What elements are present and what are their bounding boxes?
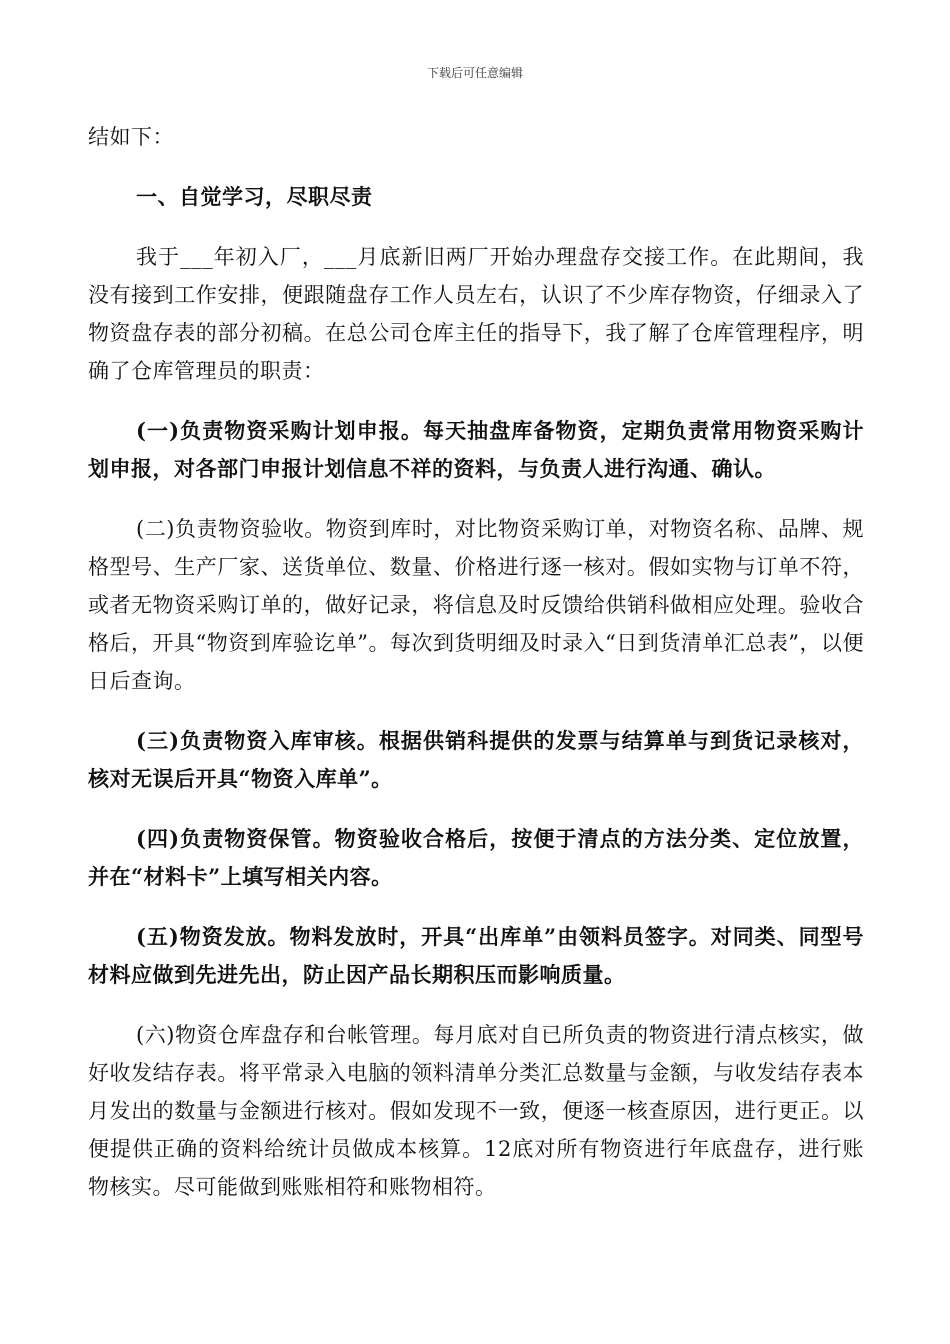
duty-item-3: (三)负责物资入库审核。根据供销科提供的发票与结算单与到货记录核对，核对无误后开具“物资入库单”。 xyxy=(88,728,864,791)
duty-item-4: (四)负责物资保管。物资验收合格后，按便于清点的方法分类、定位放置，并在“材料卡”上填写相关内容。 xyxy=(88,826,864,889)
duty-item-2: (二)负责物资验收。物资到库时，对比物资采购订单，对物资名称、品牌、规格型号、生产厂家、送货单位、数量、价格进行逐一核对。假如实物与订单不符，或者无物资采购订单的，做好记录，将信息及时反馈给供销科做相应处理。验收合格后，开具“物资到库验讫单”。每次到货明细及时录入“日到货清单汇总表”，以便日后查询。 xyxy=(88,517,864,693)
duty-item-5: (五)物资发放。物料发放时，开具“出库单”由领料员签字。对同类、同型号材料应做到先进先出，防止因产品长期积压而影响质量。 xyxy=(88,924,864,987)
page-header-note: 下载后可任意编辑 xyxy=(426,66,523,80)
paragraph-continuation: 结如下： xyxy=(88,125,174,149)
section-heading: 一、自觉学习，尽职尽责 xyxy=(136,184,373,209)
document-body xyxy=(88,118,864,1206)
paragraph-intro: 我于___年初入厂，___月底新旧两厂开始办理盘存交接工作。在此期间，我没有接到工作安排，便跟随盘存工作人员左右，认识了不少库存物资，仔细录入了物资盘存表的部分初稿。在总公司仓库主任的指导下，我了解了仓库管理程序，明确了仓库管理员的职责： xyxy=(88,245,864,383)
duty-item-1: (一)负责物资采购计划申报。每天抽盘库备物资，定期负责常用物资采购计划申报，对各部门申报计划信息不祥的资料，与负责人进行沟通、确认。 xyxy=(88,418,864,481)
duty-item-6: (六)物资仓库盘存和台帐管理。每月底对自已所负责的物资进行清点核实，做好收发结存表。将平常录入电脑的领料清单分类汇总数量与金额，与收发结存表本月发出的数量与金额进行核对。假如发现不一致，便逐一核查原因，进行更正。以便提供正确的资料给统计员做成本核算。12底对所有物资进行年底盘存，进行账物核实。尽可能做到账账相符和账物相符。 xyxy=(88,1023,864,1199)
